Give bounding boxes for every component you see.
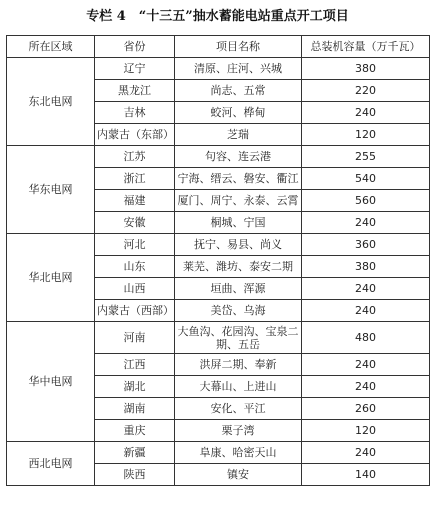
province-cell: 浙江: [95, 168, 175, 190]
province-cell: 河南: [95, 322, 175, 354]
project-cell: 清原、庄河、兴城: [175, 58, 302, 80]
region-cell: 东北电网: [7, 58, 95, 146]
region-cell: 华东电网: [7, 146, 95, 234]
province-cell: 湖南: [95, 398, 175, 420]
project-cell: 桐城、宁国: [175, 212, 302, 234]
capacity-cell: 240: [302, 278, 430, 300]
province-cell: 黑龙江: [95, 80, 175, 102]
capacity-cell: 120: [302, 124, 430, 146]
table-title: 专栏 4 “十三五”抽水蓄能电站重点开工项目: [86, 9, 349, 24]
project-cell: 莱芜、潍坊、泰安二期: [175, 256, 302, 278]
capacity-cell: 560: [302, 190, 430, 212]
project-cell: 抚宁、易县、尚义: [175, 234, 302, 256]
province-cell: 内蒙古（西部）: [95, 300, 175, 322]
province-cell: 安徽: [95, 212, 175, 234]
province-cell: 内蒙古（东部）: [95, 124, 175, 146]
header-project: 项目名称: [175, 36, 302, 58]
capacity-cell: 240: [302, 300, 430, 322]
table-row: [7, 234, 430, 256]
project-cell: 大鱼沟、花园沟、宝泉二期、五岳: [175, 322, 302, 354]
capacity-cell: 540: [302, 168, 430, 190]
province-cell: 新疆: [95, 442, 175, 464]
capacity-cell: 240: [302, 354, 430, 376]
region-cell: 华中电网: [7, 322, 95, 442]
capacity-cell: 220: [302, 80, 430, 102]
province-cell: 湖北: [95, 376, 175, 398]
province-cell: 山西: [95, 278, 175, 300]
table-row: [7, 58, 430, 80]
project-cell: 大幕山、上进山: [175, 376, 302, 398]
capacity-cell: 380: [302, 256, 430, 278]
province-cell: 山东: [95, 256, 175, 278]
project-cell: 蛟河、桦甸: [175, 102, 302, 124]
header-region: 所在区域: [7, 36, 95, 58]
project-cell: 尚志、五常: [175, 80, 302, 102]
project-cell: 厦门、周宁、永泰、云霄: [175, 190, 302, 212]
project-cell: 垣曲、浑源: [175, 278, 302, 300]
project-cell: 句容、连云港: [175, 146, 302, 168]
capacity-cell: 240: [302, 442, 430, 464]
header-capacity: 总装机容量（万千瓦）: [302, 36, 430, 58]
project-cell: 阜康、哈密天山: [175, 442, 302, 464]
province-cell: 江西: [95, 354, 175, 376]
capacity-cell: 480: [302, 322, 430, 354]
capacity-cell: 380: [302, 58, 430, 80]
region-cell: 华北电网: [7, 234, 95, 322]
capacity-cell: 255: [302, 146, 430, 168]
project-cell: 镇安: [175, 464, 302, 486]
table-row: [7, 322, 430, 354]
province-cell: 江苏: [95, 146, 175, 168]
projects-table: [6, 35, 430, 486]
province-cell: 福建: [95, 190, 175, 212]
capacity-cell: 240: [302, 376, 430, 398]
header-province: 省份: [95, 36, 175, 58]
province-cell: 河北: [95, 234, 175, 256]
capacity-cell: 260: [302, 398, 430, 420]
table-row: [7, 146, 430, 168]
project-cell: 栗子湾: [175, 420, 302, 442]
project-cell: 安化、平江: [175, 398, 302, 420]
capacity-cell: 360: [302, 234, 430, 256]
region-cell: 西北电网: [7, 442, 95, 486]
header-row: [7, 36, 430, 58]
province-cell: 陕西: [95, 464, 175, 486]
capacity-cell: 120: [302, 420, 430, 442]
project-cell: 美岱、乌海: [175, 300, 302, 322]
project-cell: 洪屏二期、奉新: [175, 354, 302, 376]
capacity-cell: 240: [302, 102, 430, 124]
province-cell: 吉林: [95, 102, 175, 124]
province-cell: 重庆: [95, 420, 175, 442]
capacity-cell: 240: [302, 212, 430, 234]
project-cell: 宁海、缙云、磐安、衢江: [175, 168, 302, 190]
province-cell: 辽宁: [95, 58, 175, 80]
capacity-cell: 140: [302, 464, 430, 486]
project-cell: 芝瑞: [175, 124, 302, 146]
table-row: [7, 442, 430, 464]
